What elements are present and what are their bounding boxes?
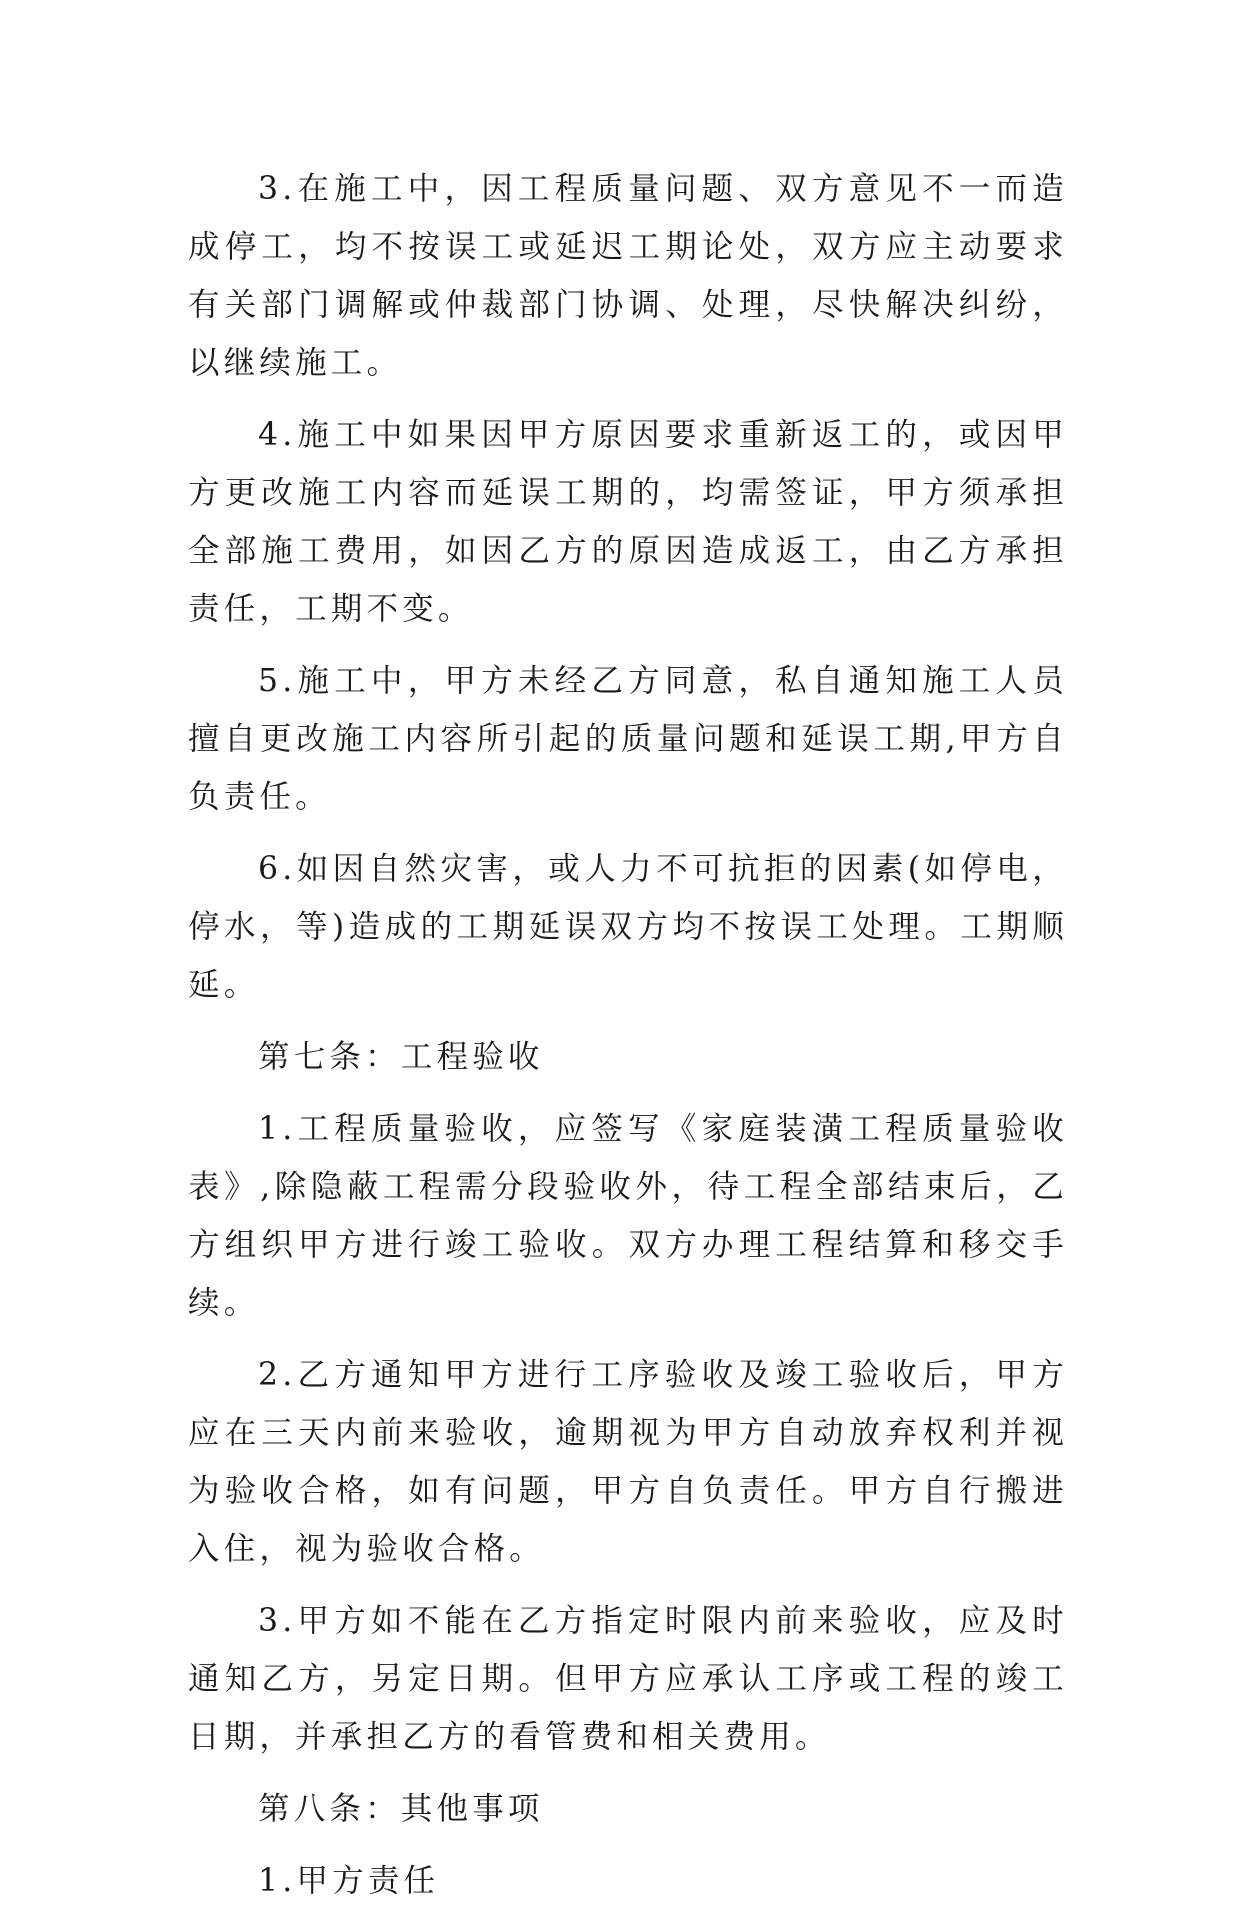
section-heading: 第七条：工程验收 — [258, 1039, 544, 1075]
clause-paragraph: 5.施工中，甲方未经乙方同意，私自通知施工人员擅自更改施工内容所引起的质量问题和延误工期,甲方自负责任。 — [188, 663, 1068, 815]
clause-paragraph: 4.施工中如果因甲方原因要求重新返工的，或因甲方更改施工内容而延误工期的，均需签证，甲方须承担全部施工费用，如因乙方的原因造成返工，由乙方承担责任，工期不变。 — [188, 417, 1068, 627]
section-heading: 第八条：其他事项 — [258, 1791, 544, 1827]
clause-paragraph: 6.如因自然灾害，或人力不可抗拒的因素(如停电，停水，等)造成的工期延误双方均不按误工处理。工期顺延。 — [188, 851, 1068, 1003]
clause-paragraph: 3.甲方如不能在乙方指定时限内前来验收，应及时通知乙方，另定日期。但甲方应承认工序或工程的竣工日期，并承担乙方的看管费和相关费用。 — [188, 1603, 1068, 1755]
document-body — [188, 160, 1068, 1924]
clause-paragraph: 3.在施工中，因工程质量问题、双方意见不一而造成停工，均不按误工或延迟工期论处，双方应主动要求有关部门调解或仲裁部门协调、处理，尽快解决纠纷，以继续施工。 — [188, 171, 1068, 381]
clause-paragraph: 1.甲方责任 — [258, 1863, 440, 1899]
clause-paragraph: 2.乙方通知甲方进行工序验收及竣工验收后，甲方应在三天内前来验收，逾期视为甲方自动放弃权利并视为验收合格，如有问题，甲方自负责任。甲方自行搬进入住，视为验收合格。 — [188, 1357, 1068, 1567]
clause-paragraph: 1.工程质量验收，应签写《家庭装潢工程质量验收表》,除隐蔽工程需分段验收外，待工程全部结束后，乙方组织甲方进行竣工验收。双方办理工程结算和移交手续。 — [188, 1111, 1068, 1321]
